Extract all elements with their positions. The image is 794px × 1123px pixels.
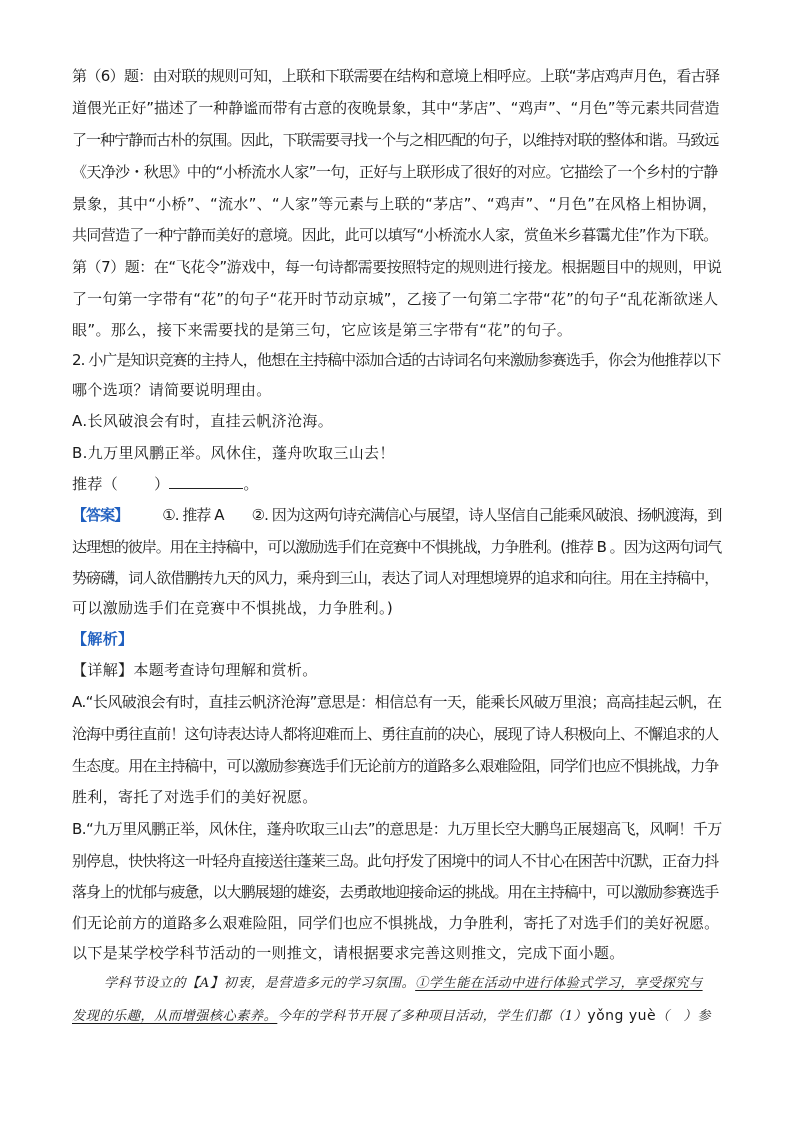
answer-line-2: 达理想的彼岸。用在主持稿中，可以激励选手们在竞赛中不惧挑战，力争胜利。(推荐 B 。因为这两句词气 <box>72 538 722 556</box>
option-b: B.九万里风鹏正举。风休住，蓬舟吹取三山去！ <box>72 444 395 462</box>
q6-line-4: 《天净沙・秋思》中的“小桥流水人家”一句，正好与上联形成了很好的对应。它描绘了一个乡村的宁静 <box>72 163 718 181</box>
q7-line-1: 第（7）题：在“飞花令”游戏中，每一句诗都需要按照特定的规则进行接龙。根据题目中的规则，甲说 <box>72 258 722 276</box>
answer-line-4: 可以激励选手们在竞赛中不惧挑战，力争胜利。) <box>72 599 394 617</box>
analysis-tag: 【解析】 <box>72 630 134 648</box>
q6-line-3: 了一种宁静而古朴的氛围。因此，下联需要寻找一个与之相匹配的句子，以维持对联的整体和谐。马致远 <box>72 131 719 149</box>
answer-line-1 <box>72 505 721 525</box>
analysis-a-line-4: 胜利，寄托了对选手们的美好祝愿。 <box>72 788 318 806</box>
q7-line-3: 眼”。那么，接下来需要找的是第三句，它应该是第三字带有“花”的句子。 <box>72 321 573 339</box>
passage-underlined-1: ①学生能在活动中进行体验式学习，享受探究与 <box>415 976 703 991</box>
q6-line-1: 第（6）题：由对联的规则可知，上联和下联需要在结构和意境上相呼应。上联“茅店鸡声月色，看古驿 <box>72 67 720 85</box>
analysis-a-line-1: A.“长风破浪会有时，直挂云帆济沧海”意思是：相信总有一天，能乘长风破万里浪；高高挂起云帆，在 <box>72 693 722 711</box>
recommend-prefix: 推荐（ <box>72 475 119 493</box>
q6-line-6: 共同营造了一种宁静而美好的意境。因此，此可以填写“小桥流水人家，赏鱼米乡暮霭尤佳”作为下联。 <box>72 226 718 244</box>
option-a: A.长风破浪会有时，直挂云帆济沧海。 <box>72 412 334 430</box>
passage-text-2c: （ ）参 <box>656 1009 711 1024</box>
q6-line-5: 景象，其中“小桥”、“流水”、“人家”等元素与上联的“茅店”、“鸡声”、“月色”在风格上相协调， <box>72 195 718 213</box>
question2-stem-1: 2. 小广是知识竞赛的主持人，他想在主持稿中添加合适的古诗词名句来激励参赛选手，你会为他推荐以下 <box>72 351 721 369</box>
q7-line-2: 了一句第一字带有“花”的句子“花开时节动京城”，乙接了一句第二字带“花”的句子“乱花渐欲迷人 <box>72 290 719 308</box>
recommend-end: 。 <box>243 475 259 493</box>
q6-line-2: 道偎光正好”描述了一种静谧而带有古意的夜晚景象，其中“茅店”、“鸡声”、“月色”等元素共同营造 <box>72 99 720 117</box>
analysis-a-line-3: 生态度。用在主持稿中，可以激励参赛选手们无论前方的道路多么艰难险阻，同学们也应不惧挑战，力争 <box>72 757 719 775</box>
recommend-line <box>72 474 259 494</box>
analysis-b-line-1: B.“九万里风鹏正举，风休住，蓬舟吹取三山去”的意思是：九万里长空大鹏鸟正展翅高飞，风啊！千万 <box>72 820 722 838</box>
answer-line-3: 势磅礴，词人欲借鹏抟九天的风力，乘舟到三山，表达了词人对理想境界的追求和向往。用在主持稿中， <box>72 569 719 587</box>
analysis-b-line-3: 落身上的忧郁与疲惫，以大鹏展翅的雄姿，去勇敢地迎接命运的挑战。用在主持稿中，可以激励参赛选手 <box>72 883 719 901</box>
passage-underlined-2: 发现的乐趣，从而增强核心素养。 <box>72 1009 278 1024</box>
passage-line-1 <box>104 974 703 994</box>
passage-text-2b: 今年的学科节开展了多种项目活动，学生们都（1） <box>277 1009 588 1024</box>
passage-text-1a: 学科节设立的【A】初衷，是营造多元的学习氛围。 <box>104 976 416 991</box>
intro-line: 以下是某学校学科节活动的一则推文，请根据要求完善这则推文，完成下面小题。 <box>72 944 625 962</box>
question2-stem-2: 哪个选项？请简要说明理由。 <box>72 381 272 399</box>
recommend-mid: ） <box>154 475 170 493</box>
answer-body: ①. 推荐 A ②. 因为这两句诗充满信心与展望，诗人坚信自己能乘风破浪、扬帆渡海，到 <box>162 506 722 524</box>
pinyin: yǒng yuè <box>587 1008 657 1024</box>
answer-tag: 【答案】 <box>72 506 129 524</box>
analysis-b-line-4: 们无论前方的道路多么艰难险阻，同学们也应不惧挑战，力争胜利，寄托了对选手们的美好祝愿。 <box>72 914 720 932</box>
analysis-detail: 【详解】本题考查诗句理解和赏析。 <box>72 661 318 679</box>
analysis-b-line-2: 别停息，快快将这一叶轻舟直接送往蓬莱三岛。此句抒发了困境中的词人不甘心在困苦中沉默，正奋力抖 <box>72 852 719 870</box>
analysis-a-line-2: 沧海中勇往直前！这句诗表达诗人都将迎难而上、勇往直前的决心，展现了诗人积极向上、不懈追求的人 <box>72 725 719 743</box>
answer-blank <box>169 474 243 489</box>
passage-line-2 <box>72 1006 711 1027</box>
